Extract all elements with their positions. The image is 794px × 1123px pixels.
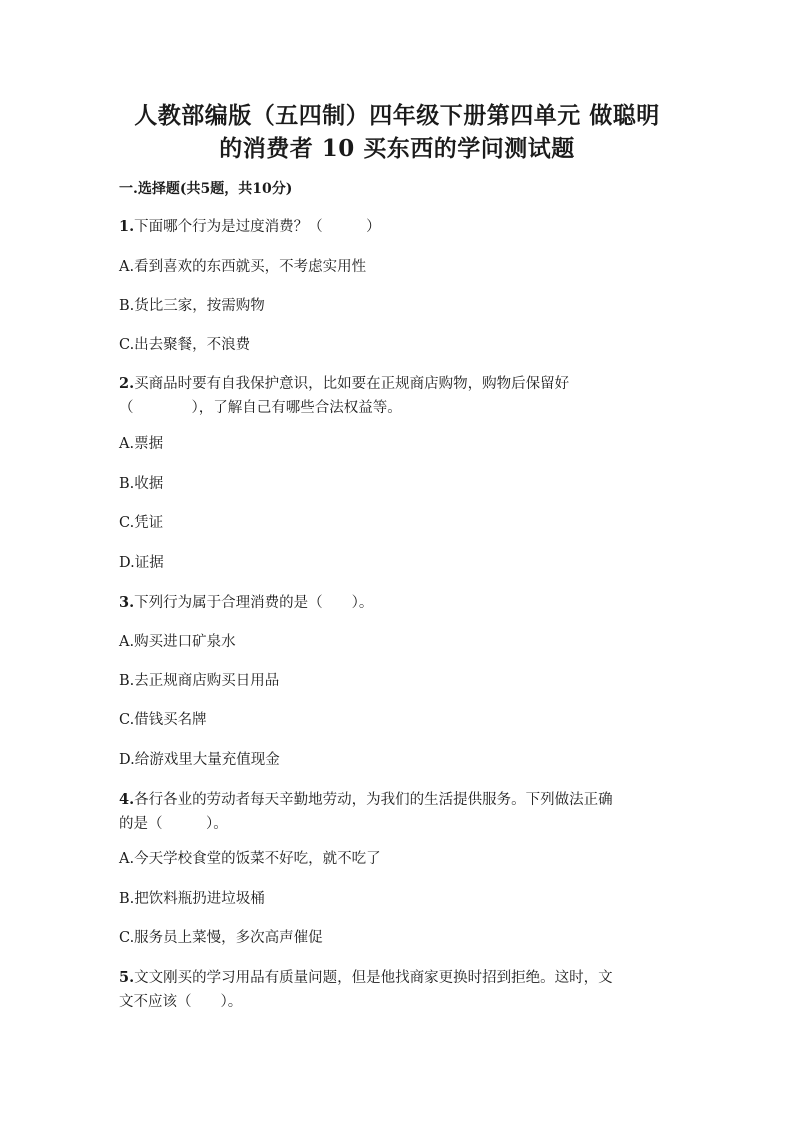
question-text-line-1: 各行各业的劳动者每天辛勤地劳动，为我们的生活提供服务。下列做法正确 bbox=[134, 792, 613, 808]
question-1 bbox=[119, 215, 679, 239]
question-1-option-b: B.货比三家，按需购物 bbox=[119, 298, 265, 314]
question-text-line-1: 文文刚买的学习用品有质量问题，但是他找商家更换时招到拒绝。这时，文 bbox=[134, 970, 613, 986]
question-3 bbox=[119, 591, 679, 615]
question-text-line-2: 文不应该（ ）。 bbox=[119, 994, 243, 1010]
question-1-option-a: A.看到喜欢的东西就买，不考虑实用性 bbox=[119, 259, 367, 275]
question-3-option-a: A.购买进口矿泉水 bbox=[119, 634, 236, 650]
question-4-option-b: B.把饮料瓶扔进垃圾桶 bbox=[119, 891, 265, 907]
question-text-line-2: 的是（ ）。 bbox=[119, 816, 228, 832]
question-1-option-c: C.出去聚餐，不浪费 bbox=[119, 337, 251, 353]
question-2-option-d: D.证据 bbox=[119, 555, 164, 571]
question-text-line-2: （ ），了解自己有哪些合法权益等。 bbox=[119, 400, 402, 416]
document-title-line-2: 的消费者 10 买东西的学问测试题 bbox=[219, 135, 575, 162]
question-number: 5. bbox=[119, 969, 135, 986]
question-2 bbox=[119, 372, 679, 420]
question-4-option-c: C.服务员上菜慢，多次高声催促 bbox=[119, 930, 323, 946]
question-2-option-c: C.凭证 bbox=[119, 515, 164, 531]
question-text: 下面哪个行为是过度消费？（ ） bbox=[134, 219, 381, 235]
section-heading: 一.选择题(共5题，共10分) bbox=[119, 181, 293, 197]
document-title-line-1: 人教部编版（五四制）四年级下册第四单元 做聪明 bbox=[134, 102, 660, 129]
question-3-option-b: B.去正规商店购买日用品 bbox=[119, 673, 280, 689]
question-number: 4. bbox=[119, 791, 135, 808]
question-number: 2. bbox=[119, 375, 135, 392]
question-4-option-a: A.今天学校食堂的饭菜不好吃，就不吃了 bbox=[119, 851, 381, 867]
question-5 bbox=[119, 966, 679, 1014]
question-2-option-a: A.票据 bbox=[119, 436, 164, 452]
question-3-option-d: D.给游戏里大量充值现金 bbox=[119, 752, 280, 768]
question-3-option-c: C.借钱买名牌 bbox=[119, 712, 207, 728]
question-number: 1. bbox=[119, 218, 135, 235]
question-text: 下列行为属于合理消费的是（ ）。 bbox=[134, 595, 374, 611]
question-text-line-1: 买商品时要有自我保护意识，比如要在正规商店购物，购物后保留好 bbox=[134, 376, 570, 392]
question-number: 3. bbox=[119, 594, 135, 611]
question-4 bbox=[119, 788, 679, 836]
question-2-option-b: B.收据 bbox=[119, 476, 164, 492]
